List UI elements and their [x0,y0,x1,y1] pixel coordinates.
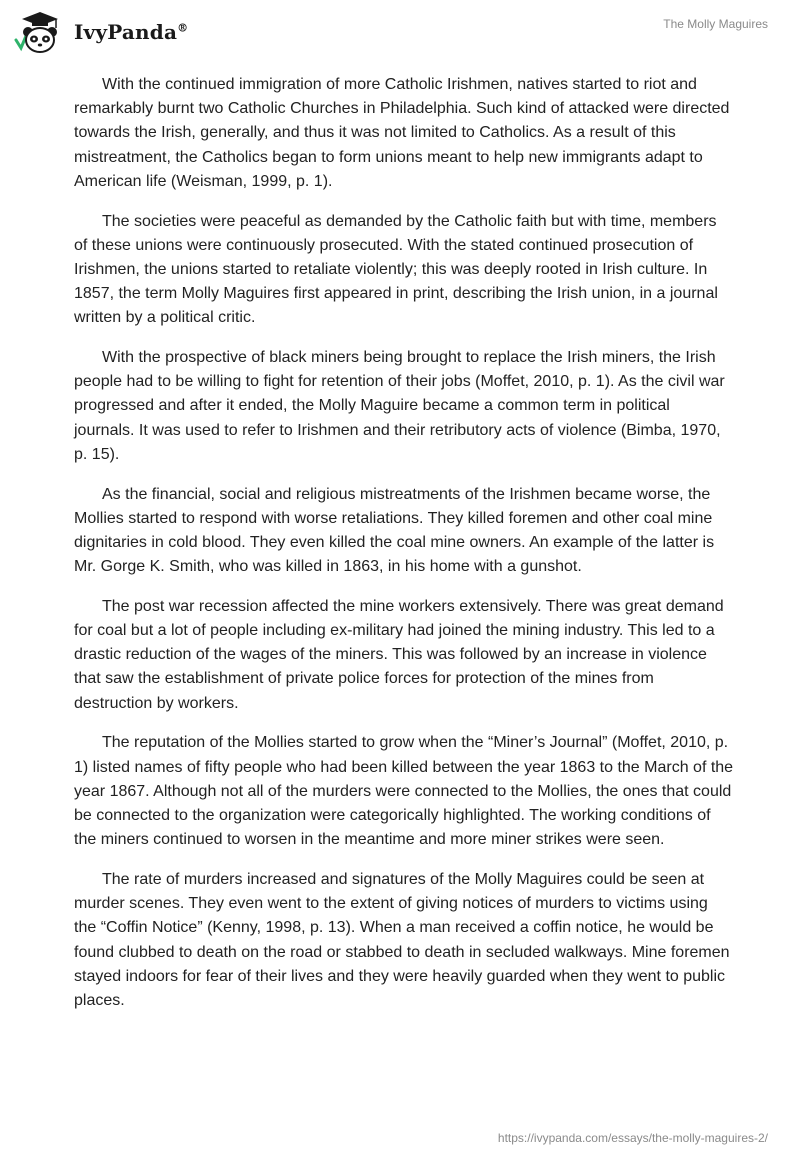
brand-name: IvyPanda® [74,20,189,44]
paragraph: The reputation of the Mollies started to grow when the “Miner’s Journal” (Moffet, 2010, p. 1) listed names of fifty people who had been killed between the year 1863 to the March of the year 1867. Although not all of the murders were connected to the Mollies, the ones that could be connected to the organization were categorically highlighted. The working conditions of the miners continued to worsen in the meantime and more miner strikes were seen. [74,734,734,849]
paragraph: The rate of murders increased and signatures of the Molly Maguires could be seen at murder scenes. They even went to the extent of giving notices of murders to victims using the “Coffin Notice” (Kenny, 1998, p. 13). When a man received a coffin notice, he would be found clubbed to death on the road or stabbed to death in secluded walkways. Mine foremen stayed indoors for fear of their lives and they were heavily guarded when they went to public places. [74,870,730,1009]
page-header [0,0,800,60]
registered-mark: ® [177,21,189,35]
paragraph: With the prospective of black miners being brought to replace the Irish miners, the Irish people had to be willing to fight for retention of their jobs (Moffet, 2010, p. 1). As the civil war progressed and after it ended, the Molly Maguire became a common term in political journals. It was used to refer to Irishmen and their retributory acts of violence (Bimba, 1970, p. 15). [74,349,725,463]
source-url[interactable]: https://ivypanda.com/essays/the-molly-maguires-2/ [497,1131,768,1145]
paragraph: The post war recession affected the mine workers extensively. There was great demand for coal but a lot of people including ex-military had joined the mining industry. This led to a drastic reduction of the wages of the miners. This was followed by an increase in violence that saw the establishment of private police forces for protection of the mines from destruction by workers. [74,597,724,712]
paragraph: With the continued immigration of more Catholic Irishmen, natives started to riot and remarkably burnt two Catholic Churches in Philadelphia. Such kind of attacked were directed towards the Irish, generally, and thus it was not limited to Catholics. As a result of this mistreatment, the Catholics began to form unions meant to help new immigrants adapt to American life (Weisman, 1999, p. 1). [74,76,730,190]
essay-body [74,73,734,1029]
paragraph: As the financial, social and religious mistreatments of the Irishmen became worse, the Mollies started to respond with worse retaliations. They killed foremen and other coal mine dignitaries in cold blood. They even killed the coal mine owners. An example of the latter is Mr. Gorge K. Smith, who was killed in 1863, in his home with a gunshot. [74,485,715,576]
paragraph: The societies were peaceful as demanded by the Catholic faith but with time, members of these unions were continuously prosecuted. With the stated continued prosecution of Irishmen, the unions started to retaliate violently; this was deeply rooted in Irish culture. In 1857, the term Molly Maguires first appeared in print, describing the Irish union, in a journal written by a political critic. [74,212,718,327]
document-title: The Molly Maguires [663,17,768,31]
panda-graduate-logo-icon [14,10,70,54]
brand-logo[interactable] [14,10,188,54]
